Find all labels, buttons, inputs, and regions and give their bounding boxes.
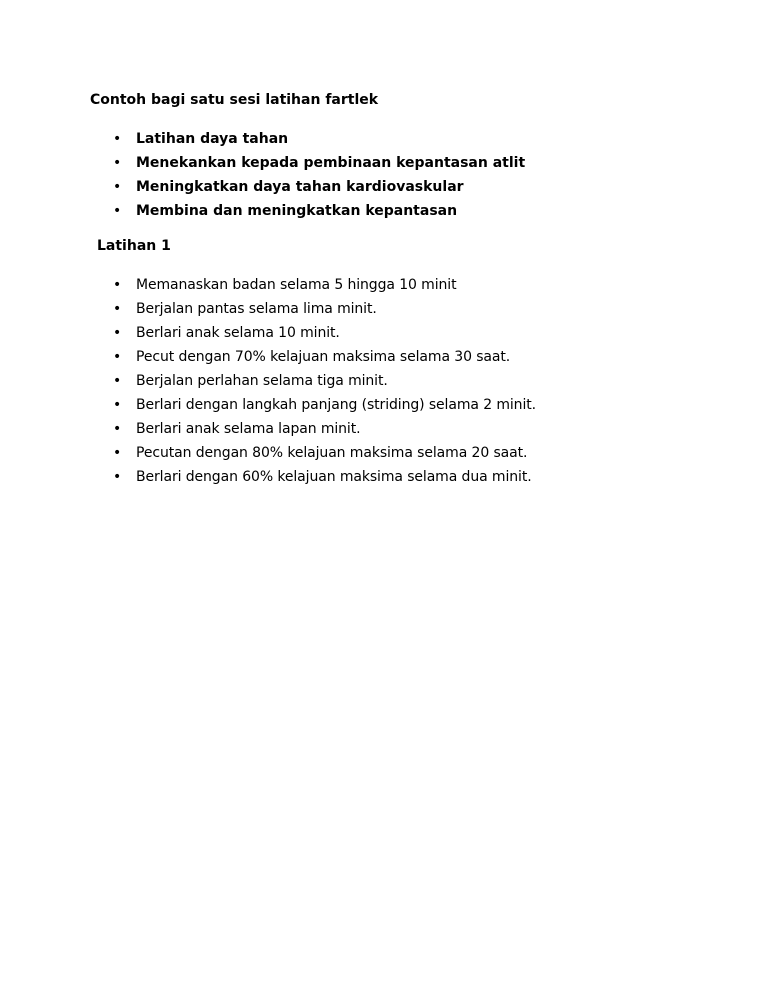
bullet-icon: • [113, 203, 122, 219]
list-item [0, 369, 700, 393]
list-item [0, 417, 700, 441]
bullet-icon: • [113, 301, 122, 317]
list-item-text: Berlari anak selama 10 minit. [136, 325, 340, 341]
bullet-icon: • [113, 277, 122, 293]
list-item [0, 127, 700, 151]
list-item [0, 441, 700, 465]
list-item [0, 345, 700, 369]
list-item-text: Berjalan pantas selama lima minit. [136, 301, 377, 317]
list-item-text: Menekankan kepada pembinaan kepantasan atlit [136, 155, 526, 171]
section-heading: Latihan 1 [97, 238, 171, 254]
bullet-icon: • [113, 421, 122, 437]
list-item [0, 465, 700, 489]
list-item-text: Membina dan meningkatkan kepantasan [136, 203, 458, 219]
list-item-text: Memanaskan badan selama 5 hingga 10 minit [136, 277, 457, 293]
bullet-icon: • [113, 349, 122, 365]
list-item-text: Pecutan dengan 80% kelajuan maksima selama 20 saat. [136, 445, 528, 461]
list-item [0, 273, 700, 297]
bullet-icon: • [113, 397, 122, 413]
list-item-text: Berjalan perlahan selama tiga minit. [136, 373, 388, 389]
objectives-list [0, 127, 700, 223]
list-item-text: Berlari dengan 60% kelajuan maksima selama dua minit. [136, 469, 532, 485]
list-item-text: Berlari anak selama lapan minit. [136, 421, 361, 437]
list-item [0, 199, 700, 223]
bullet-icon: • [113, 469, 122, 485]
bullet-icon: • [113, 179, 122, 195]
list-item [0, 321, 700, 345]
list-item-text: Meningkatkan daya tahan kardiovaskular [136, 179, 464, 195]
bullet-icon: • [113, 155, 122, 171]
bullet-icon: • [113, 325, 122, 341]
list-item [0, 297, 700, 321]
list-item [0, 393, 700, 417]
bullet-icon: • [113, 445, 122, 461]
exercise-steps-list [0, 273, 700, 489]
list-item-text: Berlari dengan langkah panjang (striding) selama 2 minit. [136, 397, 536, 413]
document-title: Contoh bagi satu sesi latihan fartlek [90, 92, 379, 108]
list-item [0, 175, 700, 199]
list-item [0, 151, 700, 175]
list-item-text: Latihan daya tahan [136, 131, 289, 147]
bullet-icon: • [113, 373, 122, 389]
list-item-text: Pecut dengan 70% kelajuan maksima selama 30 saat. [136, 349, 511, 365]
bullet-icon: • [113, 131, 122, 147]
